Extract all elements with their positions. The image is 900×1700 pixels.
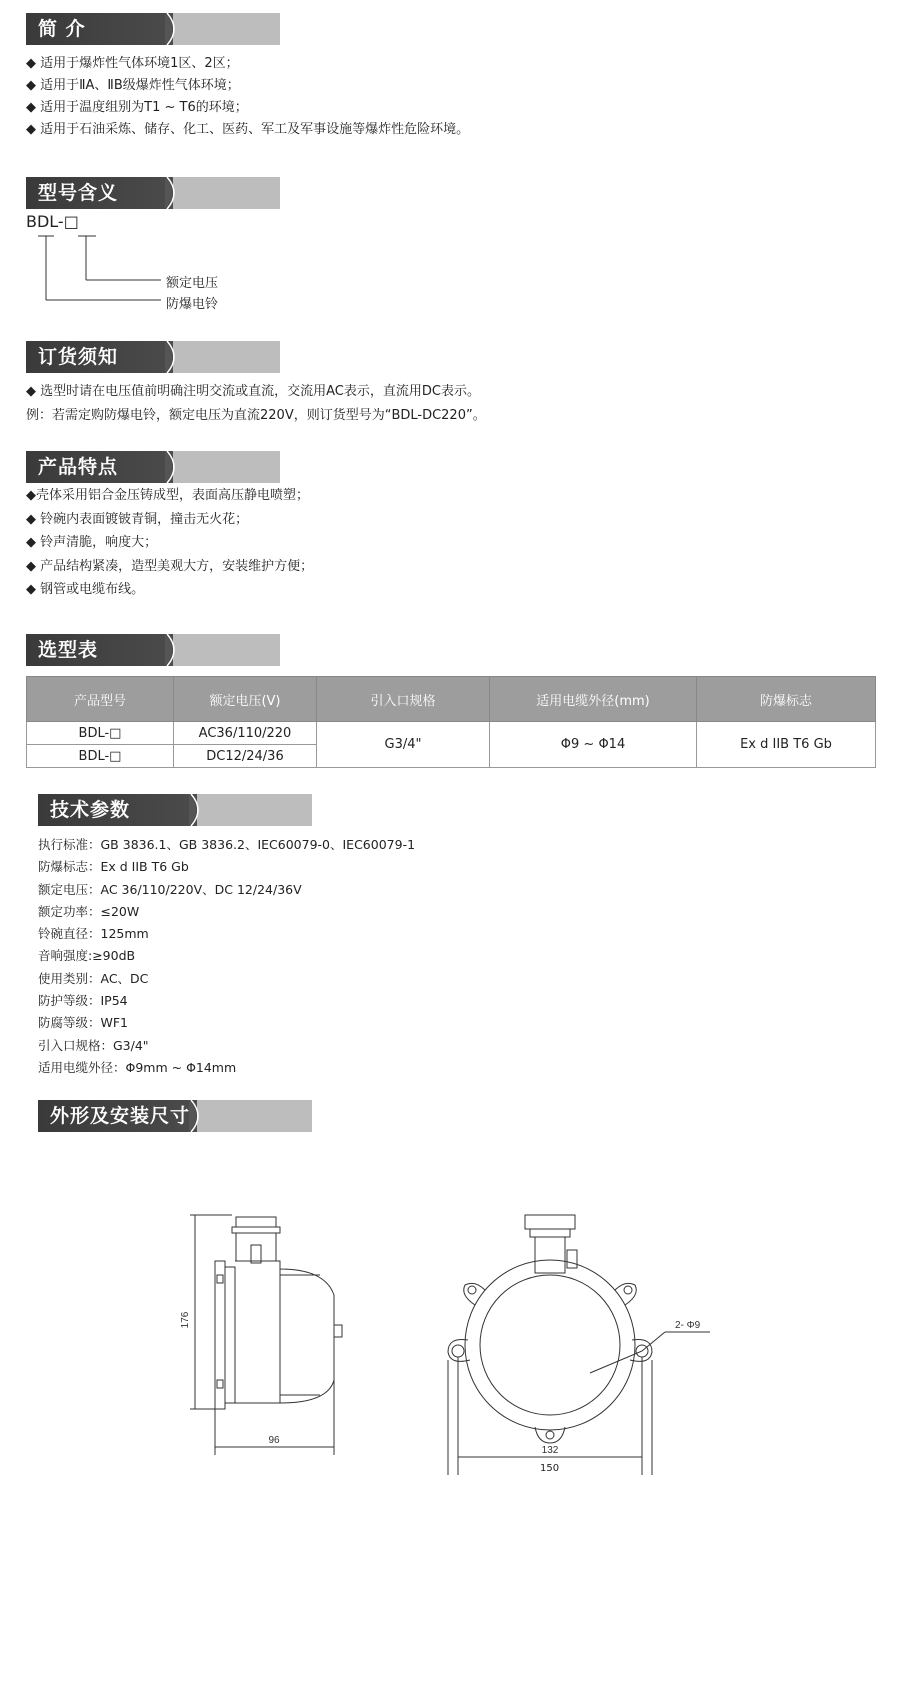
- list-item: ◆ 产品结构紧凑，造型美观大方，安装维护方便；: [26, 558, 314, 574]
- spec-item: 引入口规格：G3/4": [38, 1037, 149, 1053]
- list-item: ◆ 钢管或电缆布线。: [26, 582, 145, 597]
- section-header-features: [26, 451, 280, 483]
- selection-table: [26, 676, 876, 768]
- section-header-dims: [38, 1100, 312, 1132]
- model-code: BDL-□: [26, 212, 79, 231]
- cell-voltage: DC12/24/36: [174, 745, 317, 768]
- section-title: 订货须知: [38, 346, 119, 368]
- spec-item: 额定功率：≤20W: [38, 903, 140, 919]
- list-item: ◆ 适用于石油采炼、储存、化工、医药、军工及军事设施等爆炸性危险环境。: [26, 122, 470, 137]
- list-item: ◆ 适用于爆炸性气体环境1区、2区；: [26, 56, 239, 71]
- col-header: 适用电缆外径(mm): [490, 677, 697, 722]
- section-header-order: [26, 341, 280, 373]
- spec-item: 音响强度:≥90dB: [38, 948, 136, 964]
- section-title: 选型表: [38, 639, 99, 661]
- cell-exmark: Ex d IIB T6 Gb: [697, 722, 876, 768]
- section-title: 简 介: [38, 18, 86, 40]
- table-row: [27, 722, 876, 745]
- model-label-bell: 防爆电铃: [166, 297, 219, 312]
- spec-item: 防腐等级：WF1: [38, 1015, 129, 1031]
- col-header: 额定电压(V): [174, 677, 317, 722]
- dim-height-label: 176: [180, 1311, 191, 1329]
- list-item: ◆ 铃声清脆，响度大；: [26, 535, 158, 550]
- list-item: ◆ 铃碗内表面镀铍青铜，撞击无火花；: [26, 511, 249, 527]
- intro-list: [26, 53, 469, 141]
- dim-width-label: 96: [268, 1435, 280, 1446]
- cell-inlet: G3/4": [317, 722, 490, 768]
- table-header-row: [27, 677, 876, 722]
- spec-item: 防护等级：IP54: [38, 993, 128, 1009]
- section-title: 技术参数: [50, 799, 131, 821]
- order-example: 例：若需定购防爆电铃，额定电压为直流220V，则订货型号为“BDL-DC220”。: [26, 408, 486, 423]
- order-note: ◆ 选型时请在电压值前明确注明交流或直流，交流用AC表示，直流用DC表示。: [26, 384, 480, 399]
- list-item: ◆壳体采用铝合金压铸成型，表面高压静电喷塑；: [26, 488, 309, 503]
- model-label-voltage: 额定电压: [166, 276, 219, 291]
- section-title: 外形及安装尺寸: [50, 1105, 191, 1127]
- spec-item: 使用类别：AC、DC: [38, 970, 149, 986]
- dim-inner-label: 132: [541, 1445, 559, 1456]
- tech-spec-list: [38, 834, 415, 1079]
- list-item: ◆ 适用于ⅡA、ⅡB级爆炸性气体环境；: [26, 78, 240, 93]
- cell-model: BDL-□: [27, 722, 174, 745]
- col-header: 防爆标志: [697, 677, 876, 722]
- spec-item: 额定电压：AC 36/110/220V、DC 12/24/36V: [38, 881, 302, 897]
- cell-model: BDL-□: [27, 745, 174, 768]
- col-header: 引入口规格: [317, 677, 490, 722]
- side-view-drawing: [180, 1195, 350, 1475]
- section-header-intro: [26, 13, 280, 45]
- col-header: 产品型号: [27, 677, 174, 722]
- section-header-model: [26, 177, 280, 209]
- spec-item: 执行标准：GB 3836.1、GB 3836.2、IEC60079-0、IEC60079-1: [38, 837, 416, 852]
- dim-outer-label: 150: [540, 1463, 560, 1474]
- front-view-drawing: [420, 1195, 720, 1475]
- list-item: ◆ 适用于温度组别为T1 ~ T6的环境；: [26, 100, 248, 115]
- spec-item: 防爆标志：Ex d IIB T6 Gb: [38, 859, 189, 875]
- feature-list: [26, 484, 313, 602]
- section-title: 产品特点: [38, 456, 119, 478]
- cell-cable: Φ9 ~ Φ14: [490, 722, 697, 768]
- section-header-tech: [38, 794, 312, 826]
- spec-item: 适用电缆外径：Φ9mm ~ Φ14mm: [38, 1059, 237, 1075]
- cell-voltage: AC36/110/220: [174, 722, 317, 745]
- spec-item: 铃碗直径：125mm: [38, 926, 149, 942]
- section-title: 型号含义: [38, 182, 119, 204]
- section-header-selection: [26, 634, 280, 666]
- hole-label: 2- Φ9: [675, 1320, 701, 1331]
